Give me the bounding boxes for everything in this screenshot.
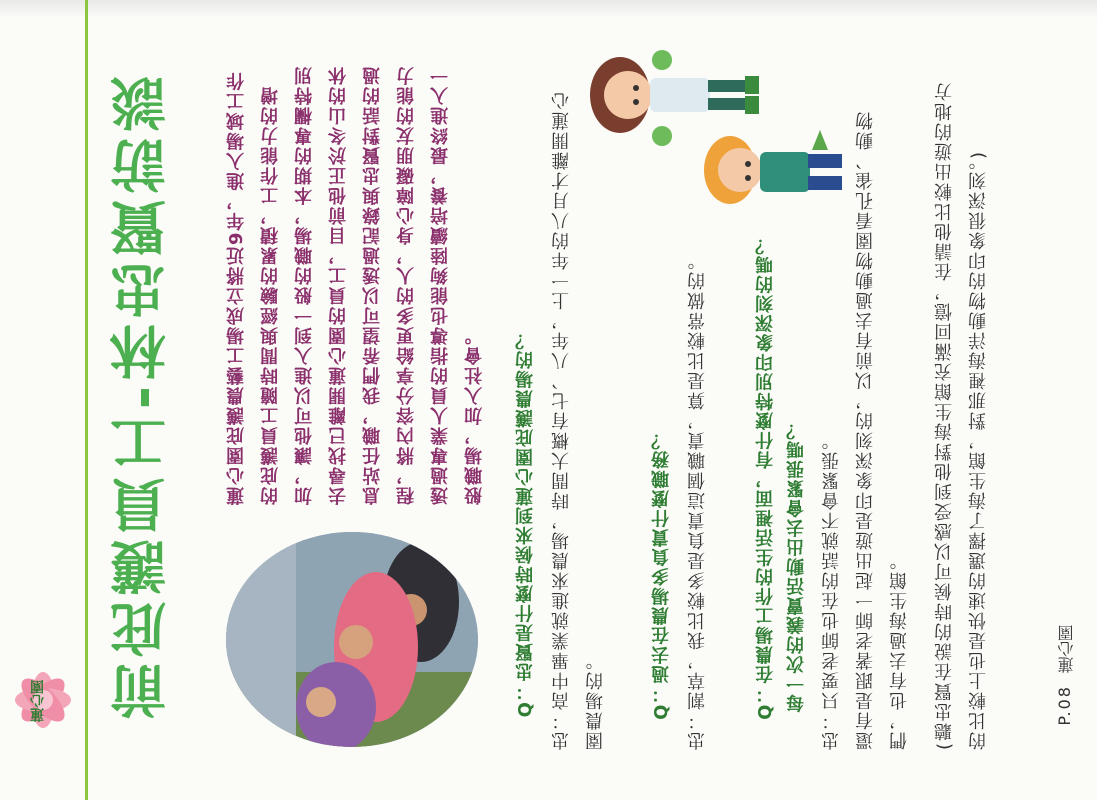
farmer-cartoon-2-icon [700, 120, 860, 234]
logo-text: 蓮心園 [30, 680, 46, 722]
intro-paragraph: 蓮心園庇護農藝工場成立將近9年，進入場域工作的庇護員工隨時間與經驗的累積，工作能力的增加，讓他可以進入到一般的職場，本期的專欄特別去尋找已離開蓮心園的員工，目前他正於冬山的休息站任職，我們希望可以透過記錄與忠賢對話的過程，將內容分享給更多的人，身心障礙朋友的能力透過專業人員的指導也能夠陸續培養，最終進入一般職場，加入社會。 [226, 65, 485, 505]
footer-brand: 蓮心園 [1057, 625, 1076, 673]
page-top-shadow [0, 0, 1097, 18]
answer-1: 忠：高中畢業就進來農場，時間大概有七、八年，上一年的八月才離開蓮心園農場的。 [551, 90, 606, 750]
question-3: Q：在農場工作的生活裡面，有什麼特別印象深刻的嗎？ [755, 235, 776, 720]
question-3-followup: 每一次的義賣活動出去會緊張嗎？ [786, 420, 807, 713]
interviewer-note: (聽忠賢在說的時候可以感受到他對海生館充滿回憶，在請他比較出遊的地方的比較上也是快速的選擇了海生館，對那裡海洋動物的印象很深刻。) [934, 80, 989, 750]
page-number: P.08 [1055, 685, 1074, 726]
interview-photo [226, 532, 478, 747]
answer-2: 忠：割草，我比較多是負責這個職責，算是比較常做的。 [687, 250, 708, 750]
question-2: Q：過去在農場多負責什麼職務？ [651, 430, 672, 720]
question-1: Q：忠賢是什麼時候來到蓮心園庇護農場的？ [515, 330, 536, 718]
page-title: 前庇護員工-林忠賢訪談 [110, 70, 175, 720]
left-green-rule [85, 0, 88, 800]
answer-3: 忠：只要老師也在的話就不會緊張。 [821, 430, 842, 750]
answer-3-continued: 還有是跟著老師一起出遊是印象深刻的，以前有去過動物園看孔雀、動物們，也有去過海生館。 [855, 110, 910, 750]
